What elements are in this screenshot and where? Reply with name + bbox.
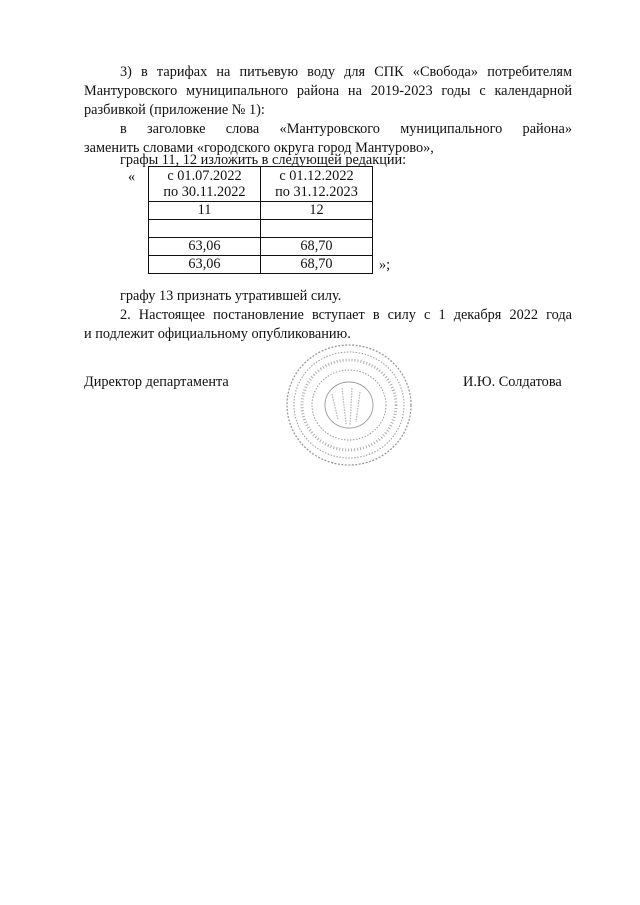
tariff-table (148, 166, 373, 274)
header-cell-period-1 (149, 167, 261, 202)
heading-change-line2: заменить словами «городского округа город Мантурово», (84, 140, 434, 156)
empty-cell (149, 220, 261, 238)
columns-intro: графы 11, 12 изложить в следующей редакции: (120, 152, 407, 168)
table-cell: 63,06 (149, 256, 261, 274)
signature-position: Директор департамента (84, 374, 229, 390)
empty-row (149, 220, 373, 238)
table-header-row (149, 167, 373, 202)
table-row (149, 238, 373, 256)
item2-line1: 2. Настоящее постановление вступает в силу с 1 декабря 2022 года (120, 307, 572, 323)
table-open-quote: « (128, 169, 136, 185)
column-number-12: 12 (261, 202, 373, 220)
table-cell: 63,06 (149, 238, 261, 256)
header-period-2-from: с 01.12.2022 (279, 168, 354, 184)
header-period-1-from: с 01.07.2022 (167, 168, 242, 184)
round-seal-icon (284, 342, 414, 468)
heading-change-line1: в заголовке слова «Мантуровского муниципального района» (120, 121, 572, 137)
table-row (149, 256, 373, 274)
header-period-2-to: по 31.12.2023 (275, 184, 358, 200)
item3-line3: разбивкой (приложение № 1): (84, 102, 265, 118)
table-cell: 68,70 (261, 256, 373, 274)
empty-cell (261, 220, 373, 238)
table-close-quote: »; (379, 257, 391, 273)
column13-text: графу 13 признать утратившей силу. (120, 288, 342, 304)
table-cell: 68,70 (261, 238, 373, 256)
column-number-row (149, 202, 373, 220)
header-cell-period-2 (261, 167, 373, 202)
signature-name: И.Ю. Солдатова (463, 374, 562, 390)
item3-line2: Мантуровского муниципального района на 2019-2023 годы с календарной (84, 83, 572, 99)
column-number-11: 11 (149, 202, 261, 220)
item2-line2: и подлежит официальному опубликованию. (84, 326, 351, 342)
item3-line1: 3) в тарифах на питьевую воду для СПК «Свобода» потребителям (120, 64, 572, 80)
header-period-1-to: по 30.11.2022 (163, 184, 246, 200)
